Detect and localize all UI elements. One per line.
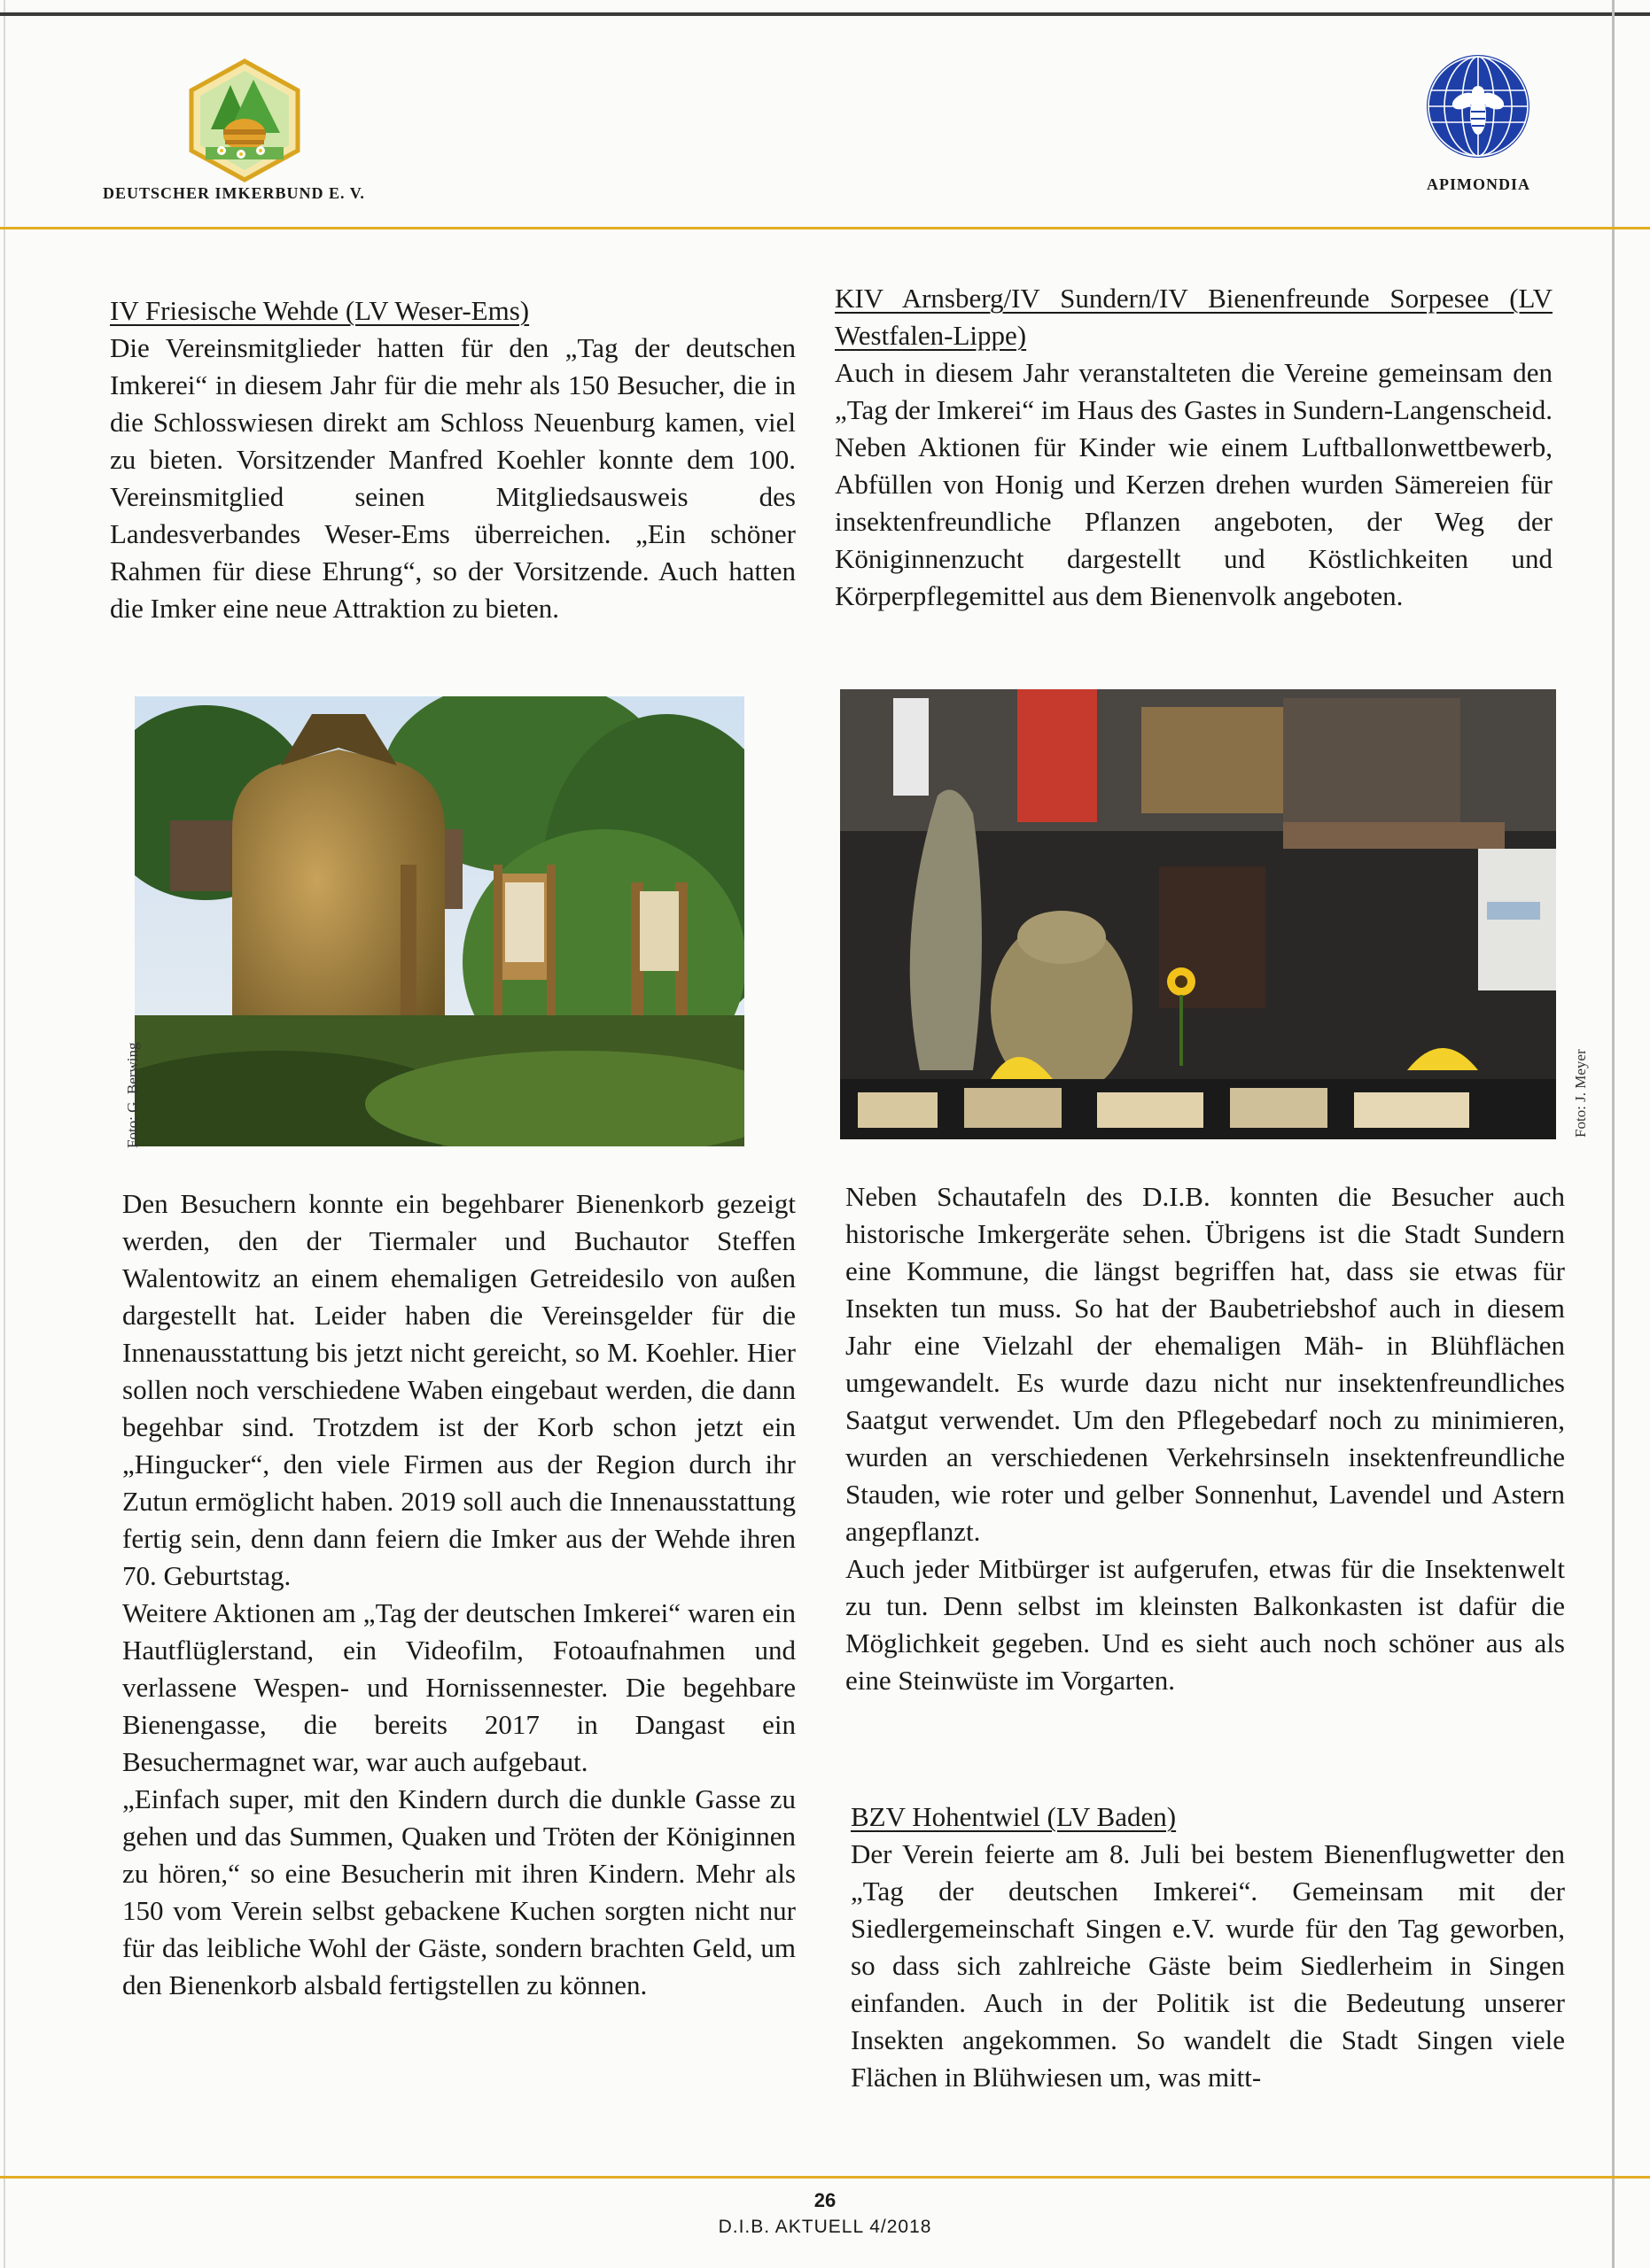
right-photo-credit: Foto: J. Meyer	[1572, 1049, 1589, 1138]
scan-edge-top	[0, 12, 1650, 16]
left-article-intro	[110, 292, 796, 627]
right-article-heading: KIV Arnsberg/IV Sundern/IV Bienenfreunde Sorpesee (LV Westfalen-Lippe)	[835, 283, 1553, 351]
deutscher-imkerbund-logo	[188, 58, 301, 183]
left-article-heading: IV Friesische Wehde (LV Weser-Ems)	[110, 295, 530, 326]
scan-edge-right	[1612, 0, 1615, 2268]
right-article-intro-text: Auch in diesem Jahr veranstalteten die Vereine gemeinsam den „Tag der Imkerei“ im Haus des Gastes in Sundern-Langenscheid. Neben Aktionen für Kinder wie einem Luftballonwettbewerb, Abfüllen von Honig und Kerzen drehen wurden Sämereien für insektenfreundliche Pflanzen angeboten, der Weg der Königinnenzucht dargestellt und Köstlichkeiten und Körperpflegemittel aus dem Bienenvolk angeboten.	[835, 357, 1553, 611]
right-article-paragraph: Neben Schautafeln des D.I.B. konnten die Besucher auch historische Imkergeräte sehen. Übrigens ist die Stadt Sundern eine Kommune, die längst begriffen hat, dass sie etwas für Insekten tun muss. So hat der Baubetriebshof auch in diesem Jahr eine Vielzahl der ehemaligen Mäh- in Blühflächen umgewandelt. Es wurde dazu nicht nur insektenfreundliches Saatgut verwendet. Um den Pflegebedarf noch zu minimieren, wurden an verschiedenen Verkehrsinseln insektenfreundliche Stauden, wie roter und gelber Sonnenhut, Lavendel und Astern angepflanzt.	[845, 1181, 1565, 1547]
right-article-2-text: Der Verein feierte am 8. Juli bei bestem Bienenflugwetter den „Tag der deutschen Imkerei“. Gemeinsam mit der Siedlergemeinschaft Singen e.V. wurde für den Tag geworben, so dass sich zahlreiche Gäste beim Siedlerheim in Singen einfanden. Auch in der Politik ist die Bedeutung unserer Insekten angekommen. So wandelt die Stadt Singen viele Flächen in Blühwiesen um, was mitt-	[851, 1838, 1565, 2093]
right-article-2-heading: BZV Hohentwiel (LV Baden)	[851, 1801, 1177, 1832]
right-article-intro	[835, 280, 1553, 615]
header-divider	[0, 227, 1650, 229]
left-article-paragraph: „Einfach super, mit den Kindern durch die dunkle Gasse zu gehen und das Summen, Quaken und Tröten der Königinnen zu hören,“ so eine Besucherin mit ihren Kindern. Mehr als 150 vom Verein selbst gebackene Kuchen sorgten nicht nur für das leibliche Wohl der Gäste, sondern brachten Geld, um den Bienenkorb alsbald fertigstellen zu können.	[122, 1783, 796, 2000]
left-article-intro-text: Die Vereinsmitglieder hatten für den „Tag der deutschen Imkerei“ in diesem Jahr für die mehr als 150 Besucher, die in die Schlosswiesen direkt am Schloss Neuenburg kamen, viel zu bieten. Vorsitzender Manfred Koehler konnte dem 100. Vereinsmitglied seinen Mitgliedsausweis des Landesverbandes Weser-Ems überreichen. „Ein schöner Rahmen für diese Ehrung“, so der Vorsitzende. Auch hatten die Imker eine neue Attraktion zu bieten.	[110, 332, 796, 624]
magazine-issue: D.I.B. AKTUELL 4/2018	[718, 2217, 932, 2237]
left-article-paragraph: Weitere Aktionen am „Tag der deutschen Imkerei“ waren ein Hautflüglerstand, ein Videofilm, Fotoaufnahmen und verlassene Wespen- und Hornissennester. Die begehbare Bienengasse, die bereits 2017 in Dangast ein Besuchermagnet war, war auch aufgebaut.	[122, 1597, 796, 1777]
right-article-paragraph: Auch jeder Mitbürger ist aufgerufen, etwas für die Insektenwelt zu tun. Denn selbst im kleinsten Balkonkasten ist dafür die Möglichkeit gegeben. Und es sieht auch noch schöner aus als eine Steinwüste im Vorgarten.	[845, 1553, 1565, 1696]
scan-edge-left	[4, 0, 5, 2268]
org-name-right: APIMONDIA	[1427, 175, 1530, 193]
footer-divider	[0, 2176, 1650, 2179]
left-photo-credit: Foto: G. Berwing	[124, 1042, 141, 1148]
left-article-body	[122, 1185, 796, 2004]
right-article-body	[845, 1178, 1565, 1699]
page-number: 26	[813, 2189, 837, 2211]
apimondia-logo	[1425, 53, 1531, 159]
left-article-paragraph: Den Besuchern konnte ein begehbarer Bienenkorb gezeigt werden, den der Tiermaler und Buchautor Steffen Walentowitz an einem ehemaligen Getreidesilo von außen dargestellt hat. Leider haben die Vereinsgelder für die Innenausstattung bis jetzt nicht gereicht, so M. Koehler. Hier sollen noch verschiedene Waben eingebaut werden, die dann begehbar sind. Trotzdem ist der Korb schon jetzt ein „Hingucker“, den viele Firmen aus der Region durch ihr Zutun ermöglicht haben. 2019 soll auch die Innenausstattung fertig sein, denn dann feiern die Imker aus der Wehde ihren 70. Geburtstag.	[122, 1188, 796, 1591]
beehive-silo-photo	[135, 696, 744, 1146]
exhibition-photo	[840, 689, 1556, 1139]
right-article-2	[851, 1798, 1565, 2096]
org-name-left: DEUTSCHER IMKERBUND E. V.	[103, 184, 365, 202]
